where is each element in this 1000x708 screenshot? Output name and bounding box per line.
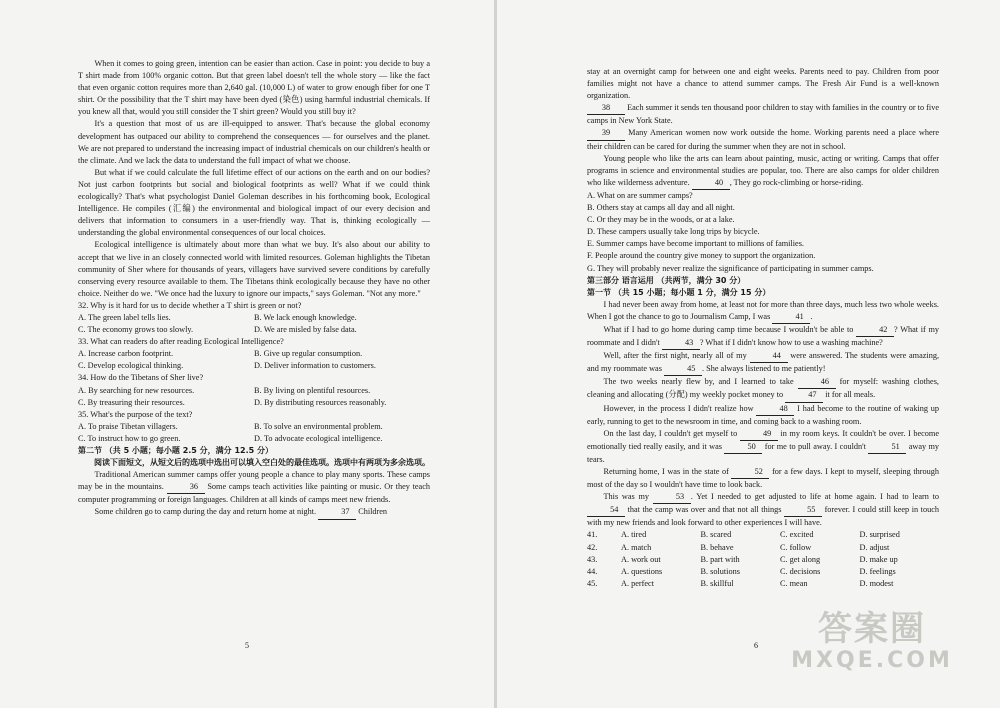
option-e: E. Summer camps have become important to millions of families. — [587, 239, 804, 249]
gap-text: Many American women now work outside the home. Working parents need a place where their children can be cared for during the summer when they are not in school. — [587, 128, 940, 151]
watermark-en: MXQE.COM — [791, 648, 953, 673]
blank-41: 41 — [772, 311, 810, 324]
blank-36: 36 — [167, 481, 205, 494]
choice-b: B. solutions — [700, 566, 740, 576]
question-33 — [78, 336, 430, 372]
option-b: B. Give up regular consumption. — [254, 349, 363, 359]
option-c: C. The economy grows too slowly. — [78, 325, 194, 335]
option-c: C. Develop ecological thinking. — [78, 361, 184, 371]
choice-row — [587, 554, 939, 566]
option-a: A. What on are summer camps? — [587, 190, 693, 200]
choice-c: C. mean — [780, 578, 808, 588]
question-32 — [78, 300, 430, 336]
cloze-text: it for all meals. — [825, 390, 876, 400]
cloze-text: for a few days. I kept to myself, sleeping through most of the day so I wouldn't have time to look back. — [587, 467, 940, 490]
part3-header: 第三部分 语言运用 （共两节，满分 30 分） — [587, 275, 746, 285]
left-column — [78, 58, 430, 520]
choice-c: C. decisions — [780, 566, 821, 576]
left-page — [0, 0, 494, 708]
option-a: A. By searching for new resources. — [78, 385, 195, 395]
option-c: C. Or they may be in the woods, or at a lake. — [587, 215, 735, 225]
blank-50: 50 — [724, 441, 762, 454]
blank-38: 38 — [587, 102, 625, 115]
gap-text: , They go rock-climbing or horse-riding. — [729, 177, 864, 187]
choice-c: C. excited — [780, 530, 814, 540]
cloze-text: The two weeks nearly flew by, and I learned to take — [603, 377, 794, 387]
cloze-text: I had become to the routine of waking up early, running to get to the newsroom in time, and coming back to a washing room. — [587, 403, 940, 426]
choice-c: C. follow — [780, 542, 812, 552]
watermark-cn: 答案圈 — [818, 609, 926, 649]
option-b: B. Others stay at camps all day and all night. — [587, 203, 735, 213]
cloze-paragraph — [587, 376, 939, 402]
cloze-text: . She always listened to me patiently! — [701, 364, 826, 374]
cloze-text: forever. I could still keep in touch with my new friends and look forward to other experiences I will have. — [587, 505, 940, 528]
gap-paragraph-38 — [587, 102, 939, 127]
passage-paragraph-3: But what if we could calculate the full lifetime effect of our actions on the earth and on our bodies? Not just carbon footprints but social and biological footprints as well? What if we could think ecologically? That's what psychologist Daniel Goleman describes in his forthcoming book, Ecological Intelligence. He compiles (汇编) the environmental and biological impact of our every decision and delivers that information to consumers in a user-friendly way. That is, thinking ecologically — understanding the global environmental consequences of our local choices. — [78, 167, 430, 238]
passage-paragraph-1: When it comes to going green, intention can be easier than action. Case in point: you decide to buy a T shirt made from 100% organic cotton. But that green label doesn't tell the whole story — like the fact that even organic cotton requires more than 2,640 gal. (10,000 L) of water to grow enough fiber for one T shirt. Or the possibility that the T shirt may have been dyed (染色) using harmful industrial chemicals. If you knew all that, would you still consider the T shirt green? Would you still buy it? — [78, 59, 430, 117]
option-g: G. They will probably never realize the significance of participating in summer camps. — [587, 263, 874, 273]
section2-header: 第二节 （共 5 小题；每小题 2.5 分，满分 12.5 分） — [78, 446, 273, 455]
option-c: C. To instruct how to go green. — [78, 433, 181, 443]
passage-paragraph-4: Ecological intelligence is ultimately about more than what we buy. It's also about our ability to accept that we live in an closely connected world with limited resources. Goleman highlights the Tibetan community of Sher where for thousands of years, villagers have survived severe conditions by carefully conserving every resource available to them. The Tibetans think ecologically because they have no other choice. Neither do we. "We once had the luxury to ignore our impacts," says Goleman. "Not any more." — [78, 240, 430, 298]
question-stem: 32. Why is it hard for us to decide whether a T shirt is green or not? — [78, 300, 302, 310]
gap-text: Some camps teach activities like painting or music. Or they teach computer programming or foreign languages. Children at all kinds of camps meet new friends. — [78, 482, 431, 505]
cloze-text: I had never been away from home, at least not for more than three days, much less two whole weeks. When I got the chance to go to Journalism Camp, I was — [587, 299, 939, 321]
choice-b: B. scared — [700, 530, 732, 540]
blank-49: 49 — [740, 428, 778, 441]
section1-header: 第一节 （共 15 小题；每小题 1 分，满分 15 分） — [587, 287, 771, 297]
page-number: 6 — [754, 641, 758, 650]
cloze-text: in my room keys. It couldn't be over. I become emotionally tied really easily, and it was — [587, 428, 939, 451]
cloze-text: However, in the process I didn't realize how — [603, 403, 754, 413]
choice-b: B. part with — [700, 554, 740, 564]
cloze-text: . Yet I needed to get adjusted to life at home again. I had to learn to — [690, 492, 940, 502]
blank-53: 53 — [653, 491, 691, 504]
blank-46: 46 — [798, 376, 836, 389]
gap-paragraph-39 — [587, 127, 939, 152]
blank-43: 43 — [662, 337, 700, 350]
option-a: A. Increase carbon footprint. — [78, 349, 174, 359]
choice-d: D. modest — [859, 578, 894, 588]
cloze-text: that the camp was over and that not all things — [627, 505, 782, 515]
gap-passage-continued: stay at an overnight camp for between one and eight weeks. Parents need to pay. Children from poor families might not have a chance to attend summer camps. The Fresh Air Fund is a well-known organization. — [587, 67, 939, 101]
cloze-text: ? What if my roommate and I didn't — [587, 324, 939, 348]
question-stem: 34. How do the Tibetans of Sher live? — [78, 373, 204, 383]
choice-row — [587, 542, 939, 554]
question-35 — [78, 409, 430, 445]
blank-54: 54 — [587, 504, 625, 517]
cloze-passage — [587, 299, 939, 530]
cloze-paragraph — [587, 299, 939, 324]
choice-c: C. get along — [780, 554, 821, 564]
blank-55: 55 — [784, 504, 822, 517]
cloze-text: . — [810, 311, 813, 321]
choice-number: 42. — [587, 542, 598, 552]
cloze-paragraph — [587, 428, 939, 466]
right-column — [587, 66, 939, 590]
cloze-text: for me to pull away. I couldn't — [764, 441, 866, 451]
option-b: B. By living on plentiful resources. — [254, 385, 371, 395]
choice-number: 44. — [587, 566, 598, 576]
cloze-paragraph — [587, 491, 939, 529]
choice-row — [587, 529, 939, 541]
cloze-text: What if I had to go home during camp time because I wouldn't be able to — [603, 324, 854, 334]
option-b: B. To solve an environmental problem. — [254, 421, 383, 431]
choice-a: A. work out — [621, 554, 661, 564]
gap-text: Young people who like the arts can learn about painting, music, acting or writing. Camps that offer programs in science and environmental studies are popular, too. There are also camps for older children who like wilderness adventure. — [587, 153, 939, 187]
cloze-text: were answered. The students were amazing, and my roommate was — [587, 351, 940, 374]
choice-a: A. match — [621, 542, 652, 552]
blank-47: 47 — [785, 389, 823, 402]
cloze-text: On the last day, I couldn't get myself to — [603, 428, 738, 438]
cloze-text: Well, after the first night, nearly all of my — [603, 351, 747, 361]
blank-52: 52 — [731, 466, 769, 479]
option-a: A. The green label tells lies. — [78, 312, 171, 322]
question-stem: 33. What can readers do after reading Ecological Intelligence? — [78, 337, 284, 347]
cloze-paragraph — [587, 403, 939, 428]
question-34 — [78, 372, 430, 408]
question-stem: 35. What's the purpose of the text? — [78, 409, 193, 419]
blank-42: 42 — [856, 324, 894, 337]
choice-a: A. questions — [621, 566, 663, 576]
blank-44: 44 — [750, 350, 788, 363]
gap-passage-intro-2 — [78, 506, 430, 519]
option-a: A. To praise Tibetan villagers. — [78, 421, 178, 431]
gap-text: Each summer it sends ten thousand poor children to stay with families in the country or to five camps in New York State. — [587, 103, 939, 126]
choice-b: B. skillful — [700, 578, 734, 588]
blank-48: 48 — [756, 403, 794, 416]
gap-text: Children — [358, 507, 388, 517]
blank-37: 37 — [318, 506, 356, 519]
gap-text: Some children go to camp during the day and return home at night. — [94, 507, 317, 517]
option-c: C. By treasuring their resources. — [78, 397, 185, 407]
choice-a: A. tired — [621, 530, 647, 540]
option-d: D. These campers usually take long trips by bicycle. — [587, 227, 760, 237]
blank-45: 45 — [664, 363, 702, 376]
choice-row — [587, 578, 939, 590]
option-d: D. Deliver information to customers. — [254, 361, 376, 371]
choice-d: D. feelings — [859, 566, 896, 576]
choice-number: 43. — [587, 554, 598, 564]
blank-39: 39 — [587, 127, 625, 140]
cloze-text: for myself: washing clothes, cleaning and allocating (分配) my weekly pocket money to — [587, 377, 939, 400]
cloze-paragraph — [587, 350, 939, 376]
option-d: D. To advocate ecological intelligence. — [254, 433, 383, 443]
cloze-paragraph — [587, 466, 939, 491]
cloze-paragraph — [587, 324, 939, 350]
choice-a: A. perfect — [621, 578, 654, 588]
section2-instruction: 阅读下面短文，从短文后的选项中选出可以填入空白处的最佳选项。选项中有两项为多余选项。 — [94, 458, 430, 468]
choice-d: D. make up — [859, 554, 898, 564]
gap-paragraph-40 — [587, 153, 939, 190]
passage-paragraph-2: It's a question that most of us are ill-equipped to answer. That's because the global economy development has outpaced our ability to comprehend the consequences — for ourselves and the planet. We are not prepared to understand the increasing impact of industrial chemicals on our children's health or the climate. And we lack the data to understand the full impact of what we choose. — [78, 119, 430, 165]
gap-text: Traditional American summer camps offer young people a chance to play many sports. These camps may be in the mountains. — [78, 470, 430, 492]
watermark — [772, 610, 972, 690]
cloze-text: This was my — [603, 492, 650, 502]
cloze-text: Returning home, I was in the state of — [603, 467, 729, 476]
right-page — [497, 0, 1000, 708]
option-d: D. By distributing resources reasonably. — [254, 397, 387, 407]
cloze-choices — [587, 529, 939, 589]
choice-d: D. surprised — [859, 530, 900, 540]
choice-number: 41. — [587, 530, 598, 540]
cloze-text: away my tears. — [587, 441, 940, 464]
blank-51: 51 — [868, 441, 906, 454]
choice-number: 45. — [587, 578, 598, 588]
choice-row — [587, 566, 939, 578]
option-b: B. We lack enough knowledge. — [254, 312, 357, 322]
cloze-text: ? What if I didn't know how to use a washing machine? — [699, 338, 883, 348]
page-number: 5 — [245, 641, 249, 650]
option-d: D. We are misled by false data. — [254, 325, 357, 335]
choice-b: B. behave — [700, 542, 734, 552]
gap-options — [587, 190, 939, 275]
gap-passage-intro — [78, 469, 430, 506]
option-f: F. People around the country give money to support the organization. — [587, 251, 816, 261]
blank-40: 40 — [692, 177, 730, 190]
choice-d: D. adjust — [859, 542, 890, 552]
